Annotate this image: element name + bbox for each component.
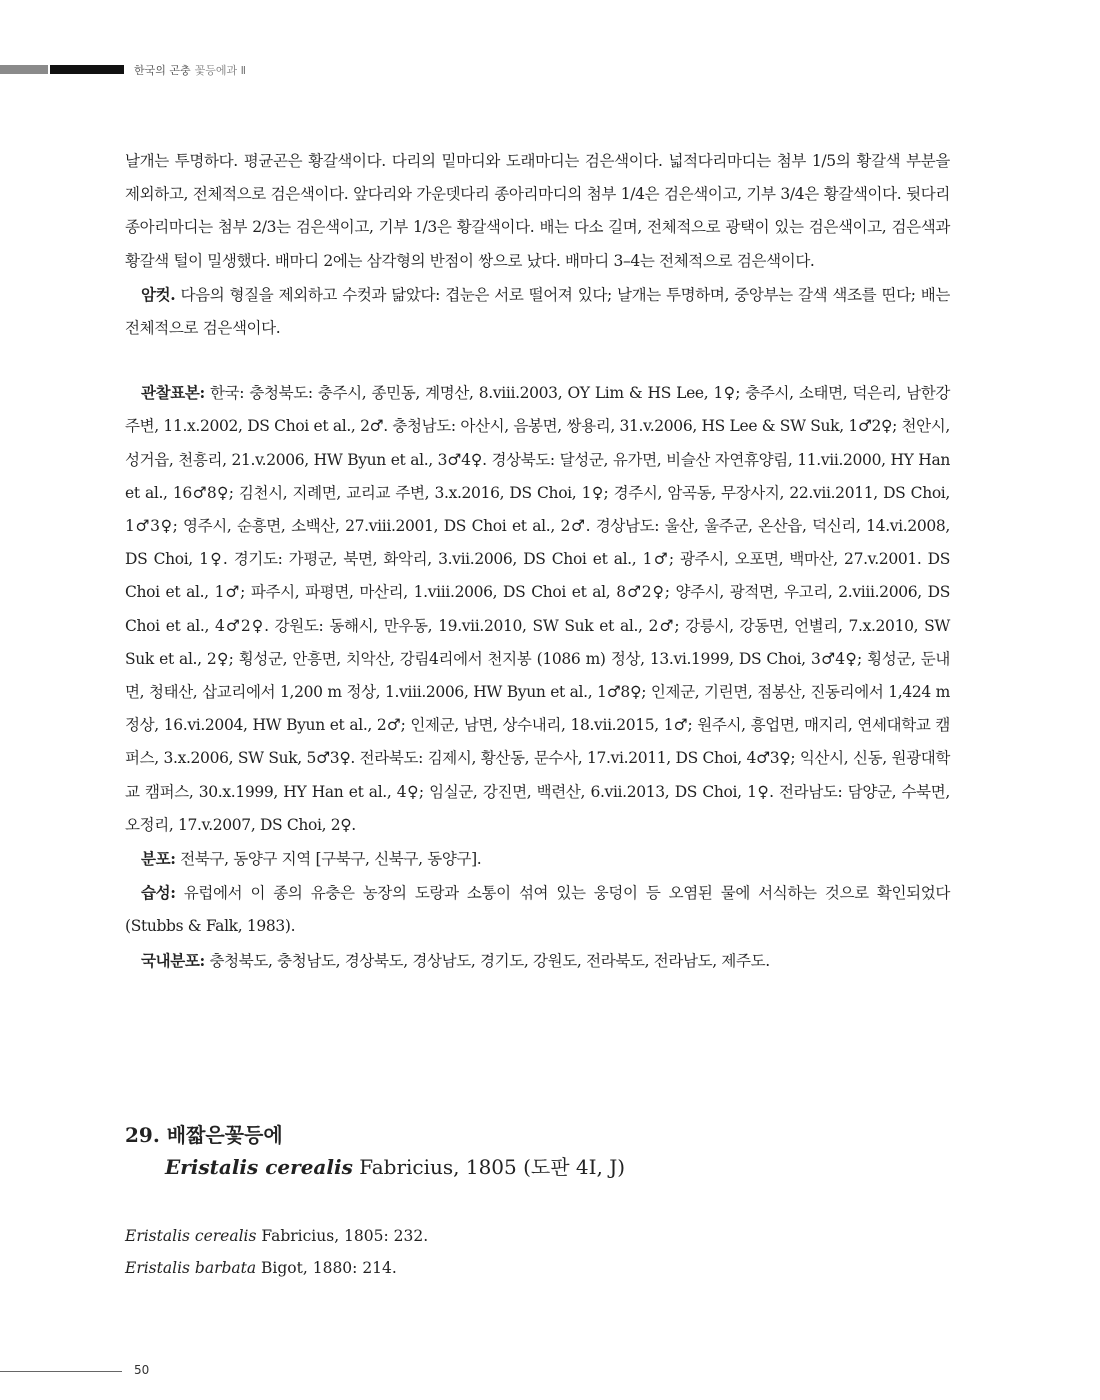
- habits-label: 습성:: [141, 883, 176, 903]
- korea-distribution-label: 국내분포:: [141, 950, 205, 970]
- species-heading: [125, 1120, 950, 1184]
- species-number-line: [125, 1120, 950, 1150]
- species-number: 29.: [125, 1123, 160, 1147]
- synonym-name: Eristalis barbata: [125, 1259, 257, 1277]
- female-text: 다음의 형질을 제외하고 수컷과 닮았다: 겹눈은 서로 떨어져 있다; 날개는 투명하며, 중앙부는 갈색 색조를 띤다; 배는 전체적으로 검은색이다.: [125, 285, 950, 338]
- female-description: [125, 278, 950, 345]
- species-scientific-line: [165, 1150, 950, 1184]
- book-title: 한국의 곤충: [134, 64, 191, 77]
- synonym-citation: Bigot, 1880: 214.: [256, 1259, 397, 1277]
- korea-distribution-text: 충청북도, 충청남도, 경상북도, 경상남도, 경기도, 강원도, 전라북도, 전라남도, 제주도.: [204, 951, 770, 970]
- header-subtitle: 꽃등에과 Ⅱ: [194, 64, 247, 77]
- male-description: 날개는 투명하다. 평균곤은 황갈색이다. 다리의 밑마디와 도래마디는 검은색이다. 넓적다리마디는 첨부 1/5의 황갈색 부분을 제외하고, 전체적으로 검은색이다. 앞다리와 가운뎃다리 종아리마디의 첨부 1/4은 검은색이고, 기부 3/4은 황갈색이다. 뒷다리 종아리마디는 첨부 2/3는 검은색이고, 기부 1/3은 황갈색이다. 배는 다소 길며, 전체적으로 광택이 있는 검은색이고, 검은색과 황갈색 털이 밀생했다. 배마디 2에는 삼각형의 반점이 쌍으로 났다. 배마디 3–4는 전체적으로 검은색이다.: [125, 152, 950, 270]
- header-text: [134, 62, 246, 78]
- specimens-label: 관찰표본:: [141, 383, 205, 403]
- synonym-item: [125, 1252, 950, 1284]
- header-bar-gray: [0, 65, 48, 74]
- female-label: 암컷.: [141, 284, 176, 304]
- distribution-label: 분포:: [141, 849, 176, 869]
- habits-text: 유럽에서 이 종의 유충은 농장의 도랑과 소통이 섞여 있는 웅덩이 등 오염된 물에 서식하는 것으로 확인되었다 (Stubbs & Falk, 1983).: [125, 884, 950, 936]
- specimens-text: 한국: 충청북도: 충주시, 종민동, 계명산, 8.viii.2003, OY Lim & HS Lee, 1♀; 충주시, 소태면, 덕은리, 남한강 주변, 11.x.2002, DS Choi et al., 2♂. 충청남도: 아산시, 음봉면, 쌍용리, 31.v.2006, HS Lee & SW Suk, 1♂2♀; 천안시, 성거읍, 천흥리, 21.v.2006, HW Byun et al., 3♂4♀. 경상북도: 달성군, 유가면, 비슬산 자연휴양림, 11.vii.2000, HY Han et al., 16♂8♀; 김천시, 지례면, 교리교 주변, 3.x.2016, DS Choi, 1♀; 경주시, 암곡동, 무장사지, 22.vii.2011, DS Choi, 1♂3♀; 영주시, 순흥면, 소백산, 27.viii.2001, DS Choi et al., 2♂. 경상남도: 울산, 울주군, 온산읍, 덕신리, 14.vi.2008, DS Choi, 1♀. 경기도: 가평군, 북면, 화악리, 3.vii.2006, DS Choi et al., 1♂; 광주시, 오포면, 백마산, 27.v.2001. DS Choi et al., 1♂; 파주시, 파평면, 마산리, 1.viii.2006, DS Choi et al, 8♂2♀; 양주시, 광적면, 우고리, 2.viii.2006, DS Choi et al., 4♂2♀. 강원도: 동해시, 만우동, 19.vii.2010, SW Suk et al., 2♂; 강릉시, 강동면, 언별리, 7.x.2010, SW Suk et al., 2♀; 횡성군, 안흥면, 치악산, 강림4리에서 천지봉 (1086 m) 정상, 13.vi.1999, DS Choi, 3♂4♀; 횡성군, 둔내면, 청태산, 삽교리에서 1,200 m 정상, 1.viii.2006, HW Byun et al., 1♂8♀; 인제군, 기린면, 점봉산, 진동리에서 1,424 m 정상, 16.vi.2004, HW Byun et al., 2♂; 인제군, 남면, 상수내리, 18.vii.2015, 1♂; 원주시, 흥업면, 매지리, 연세대학교 캠퍼스, 3.x.2006, SW Suk, 5♂3♀. 전라북도: 김제시, 황산동, 문수사, 17.vi.2011, DS Choi, 4♂3♀; 익산시, 신동, 원광대학교 캠퍼스, 30.x.1999, HY Han et al., 4♀; 임실군, 강진면, 백련산, 6.vii.2013, DS Choi, 1♀. 전라남도: 담양군, 수북면, 오정리, 17.v.2007, DS Choi, 2♀.: [125, 384, 950, 834]
- running-header: [0, 62, 400, 76]
- specimens-paragraph: [125, 376, 950, 842]
- body-text: [125, 145, 950, 978]
- distribution-paragraph: [125, 842, 950, 876]
- page-number: 50: [134, 1363, 150, 1377]
- species-author-year: Fabricius, 1805 (도판 4I, J): [352, 1155, 626, 1179]
- habits-paragraph: [125, 876, 950, 943]
- species-scientific-name: Eristalis cerealis: [165, 1155, 353, 1179]
- synonym-list: [125, 1220, 950, 1284]
- synonym-item: [125, 1220, 950, 1252]
- species-korean-name: 배짧은꽃등에: [166, 1123, 283, 1147]
- footer-rule: [0, 1371, 122, 1372]
- korea-distribution-paragraph: [125, 944, 950, 978]
- header-bar-black: [50, 65, 124, 74]
- distribution-text: 전북구, 동양구 지역 [구북구, 신북구, 동양구].: [175, 850, 482, 869]
- synonym-citation: Fabricius, 1805: 232.: [256, 1227, 429, 1245]
- synonym-name: Eristalis cerealis: [125, 1227, 257, 1245]
